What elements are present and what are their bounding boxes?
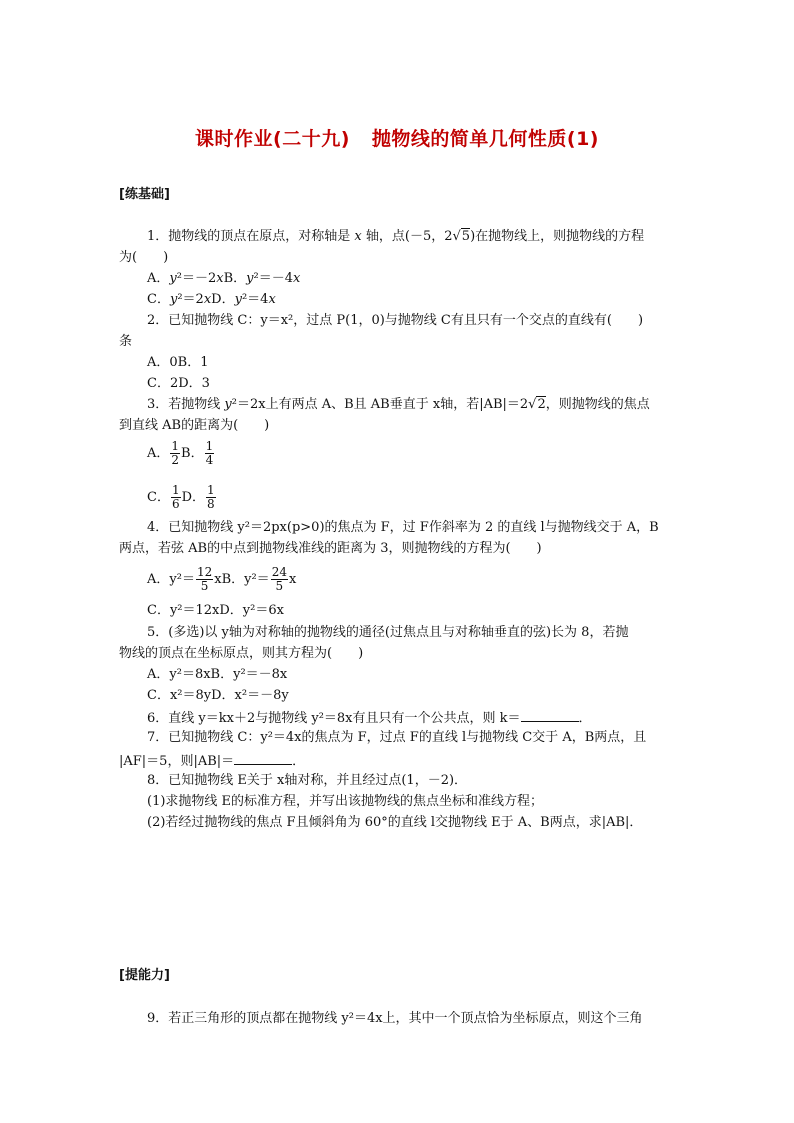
q1-options-cd: C．y²＝2xD．y²＝4x [147,292,276,307]
fraction: $\frac{1}{6}$ [171,483,180,511]
q4-line1: 4．已知抛物线 y²＝2px(p>0)的焦点为 F，过 F作斜率为 2 的直线 l与抛物线交于 A，B [147,520,659,535]
q8-sub1: (1)求抛物线 E的标准方程，并写出该抛物线的焦点坐标和准线方程； [147,794,544,809]
sqrt-symbol: √ [528,397,537,412]
fraction: $\frac{1}{4}$ [205,439,214,467]
q1-line2: 为( ) [119,250,169,265]
q2-line1: 2．已知抛物线 C：y＝x²，过点 P(1，0)与抛物线 C有且只有一个交点的直线有( ) [147,313,644,328]
q2-options-cd: C．2D．3 [147,376,210,391]
q2-line2: 条 [119,334,133,349]
fraction: $\frac{24}{5}$ [271,565,287,593]
q8-line1: 8．已知抛物线 E关于 x轴对称，并且经过点(1，－2)． [147,773,468,788]
q3-line2: 到直线 AB的距离为( ) [119,418,270,433]
title-part2: 抛物线的简单几何性质(1) [371,128,599,150]
page-title [0,124,794,151]
section-basic: [练基础] [119,187,170,202]
q5-options-ab: A．y²＝8xB．y²＝－8x [147,667,288,682]
q5-line2: 物线的顶点在坐标原点，则其方程为( ) [119,646,364,661]
fraction: $\frac{12}{5}$ [196,565,213,593]
q1-options-ab: A．y²＝－2xB．y²＝－4x [147,271,301,286]
answer-blank [521,709,579,722]
fraction: $\frac{1}{8}$ [207,483,215,511]
q2-options-ab: A．0B．1 [147,355,209,370]
q4-line2: 两点，若弦 AB的中点到抛物线准线的距离为 3，则抛物线的方程为( ) [119,541,542,556]
q7-line2: |AF|＝5，则|AB|＝ ． [119,754,306,769]
q1-line1: 1．抛物线的顶点在原点，对称轴是 x 轴，点(－5，2√5)在抛物线上，则抛物线的方程 [147,229,645,244]
fraction: $\frac{1}{2}$ [171,439,180,467]
section-advanced: [提能力] [119,968,170,983]
q3-options-ab: A． $\frac{1}{2}$ B． $\frac{1}{4}$ [147,439,214,467]
q8-sub2: (2)若经过抛物线的焦点 F且倾斜角为 60°的直线 l交抛物线 E于 A、B两点，求|AB|． [147,815,643,830]
q5-options-cd: C．x²＝8yD．x²＝－8y [147,688,289,703]
q5-line1: 5．(多选)以 y轴为对称轴的抛物线的通径(过焦点且与对称轴垂直的弦)长为 8，若抛 [147,625,629,640]
q6-line1: 6．直线 y＝kx＋2与抛物线 y²＝8x有且只有一个公共点，则 k＝ ． [147,711,592,726]
q9-line1: 9．若正三角形的顶点都在抛物线 y²＝4x上，其中一个顶点恰为坐标原点，则这个三角 [147,1011,643,1026]
q3-options-cd: C． $\frac{1}{6}$ D． $\frac{1}{8}$ [147,483,215,511]
title-part1: 课时作业(二十九) [195,128,350,150]
q4-options-ab: A．y²＝ $\frac{12}{5}$ xB．y²＝ $\frac{24}{5}$ x [147,565,297,593]
q7-line1: 7．已知抛物线 C：y²＝4x的焦点为 F，过点 F的直线 l与抛物线 C交于 A，B两点，且 [147,730,647,745]
answer-blank [234,752,292,765]
q3-line1: 3．若抛物线 y²＝2x上有两点 A、B且 AB垂直于 x轴，若|AB|＝2√2，则抛物线的焦点 [147,397,650,412]
q4-options-cd: C．y²＝12xD．y²＝6x [147,603,284,618]
sqrt-symbol: √ [452,229,461,244]
